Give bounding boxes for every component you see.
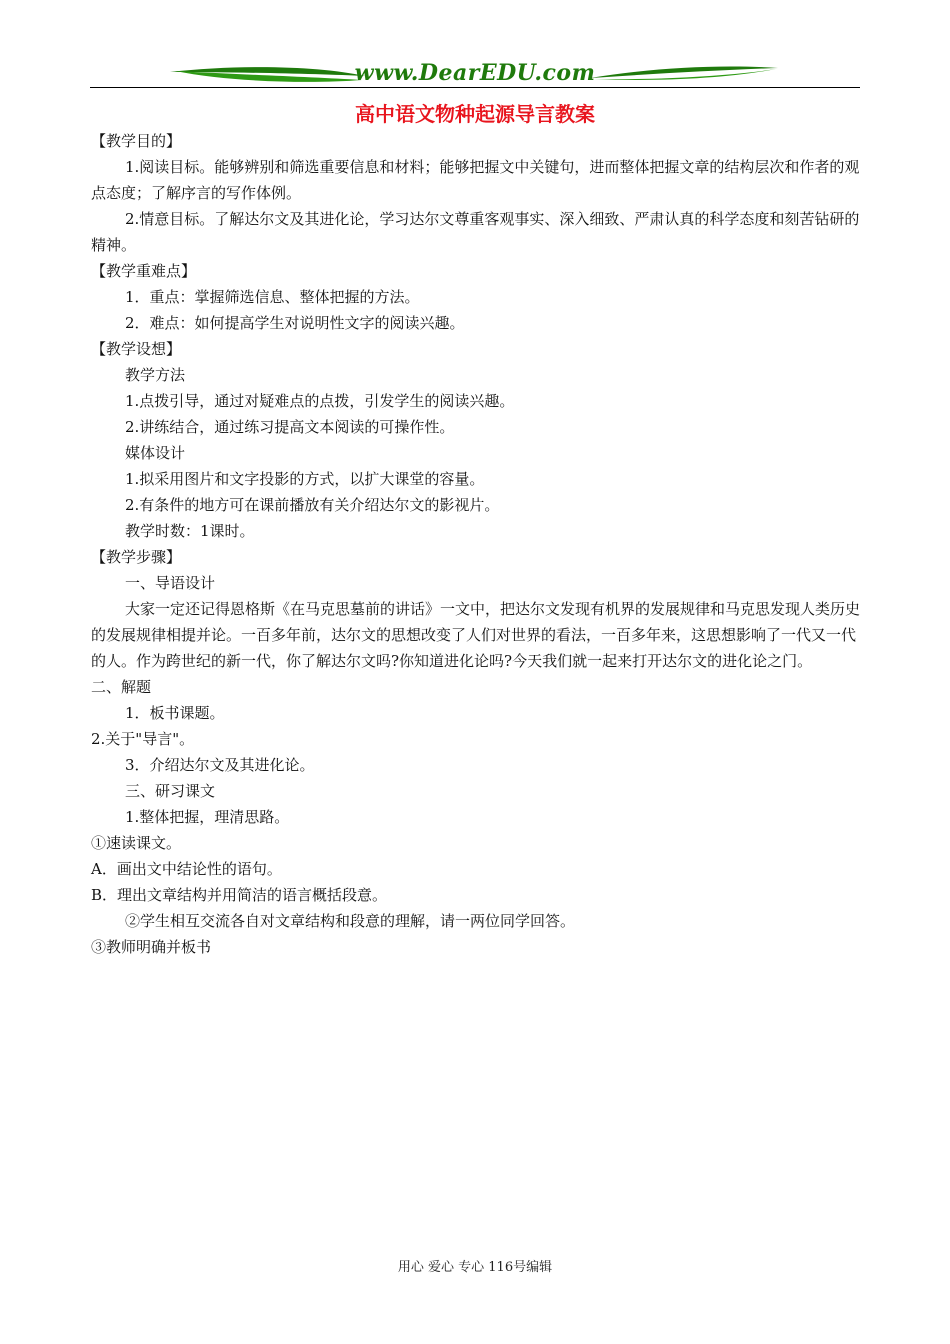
section-heading: 【教学设想】 — [91, 340, 182, 358]
paragraph: A．画出文中结论性的语句。 — [91, 860, 282, 878]
paragraph: 1.阅读目标。能够辨别和筛选重要信息和材料；能够把握文中关键句，进而整体把握文章的结构层次和作者的观点态度；了解序言的写作体例。 — [91, 158, 860, 202]
section-heading: 【教学重难点】 — [91, 262, 197, 280]
subheading: 教学方法 — [125, 366, 186, 384]
paragraph: 2.关于"导言"。 — [91, 730, 195, 748]
paragraph: 2.讲练结合，通过练习提高文本阅读的可操作性。 — [125, 418, 455, 436]
subheading: 媒体设计 — [125, 444, 186, 462]
section-heading: 【教学步骤】 — [91, 548, 182, 566]
paragraph: 1.整体把握，理清思路。 — [125, 808, 290, 826]
paragraph: 3．介绍达尔文及其进化论。 — [125, 756, 315, 774]
subheading: 三、研习课文 — [125, 782, 216, 800]
paragraph: 2.有条件的地方可在课前播放有关介绍达尔文的影视片。 — [125, 496, 500, 514]
paragraph: 2．难点：如何提高学生对说明性文字的阅读兴趣。 — [125, 314, 465, 332]
paragraph: 教学时数：1课时。 — [125, 522, 255, 540]
header-rule — [90, 87, 860, 88]
paragraph: B．理出文章结构并用简洁的语言概括段意。 — [91, 886, 388, 904]
site-logo-text: www.DearEDU.com — [354, 60, 596, 86]
paragraph: 1.拟采用图片和文字投影的方式，以扩大课堂的容量。 — [125, 470, 485, 488]
paragraph: 1.点拨引导，通过对疑难点的点拨，引发学生的阅读兴趣。 — [125, 392, 515, 410]
paragraph: 2.情意目标。了解达尔文及其进化论，学习达尔文尊重客观事实、深入细致、严肃认真的科学态度和刻苦钻研的精神。 — [91, 210, 860, 254]
subheading: 一、导语设计 — [125, 574, 216, 592]
document-body — [91, 128, 861, 960]
paragraph: ②学生相互交流各自对文章结构和段意的理解，请一两位同学回答。 — [125, 912, 576, 930]
section-heading: 【教学目的】 — [91, 132, 182, 150]
paragraph: ③教师明确并板书 — [91, 938, 212, 956]
paragraph: 大家一定还记得恩格斯《在马克思墓前的讲话》一文中，把达尔文发现有机界的发展规律和马克思发现人类历史的发展规律相提并论。一百多年前，达尔文的思想改变了人们对世界的看法，一百多年来，这思想影响了一代又一代的人。作为跨世纪的新一代，你了解达尔文吗?你知道进化论吗?今天我们就一起来打开达尔文的进化论之门。 — [91, 600, 861, 670]
subheading: 二、解题 — [91, 678, 152, 696]
page-footer: 用心 爱心 专心 116号编辑 — [397, 1260, 553, 1275]
paragraph: 1．板书课题。 — [125, 704, 225, 722]
page-title: 高中语文物种起源导言教案 — [355, 102, 595, 126]
paragraph: ①速读课文。 — [91, 834, 182, 852]
paragraph: 1．重点：掌握筛选信息、整体把握的方法。 — [125, 288, 420, 306]
